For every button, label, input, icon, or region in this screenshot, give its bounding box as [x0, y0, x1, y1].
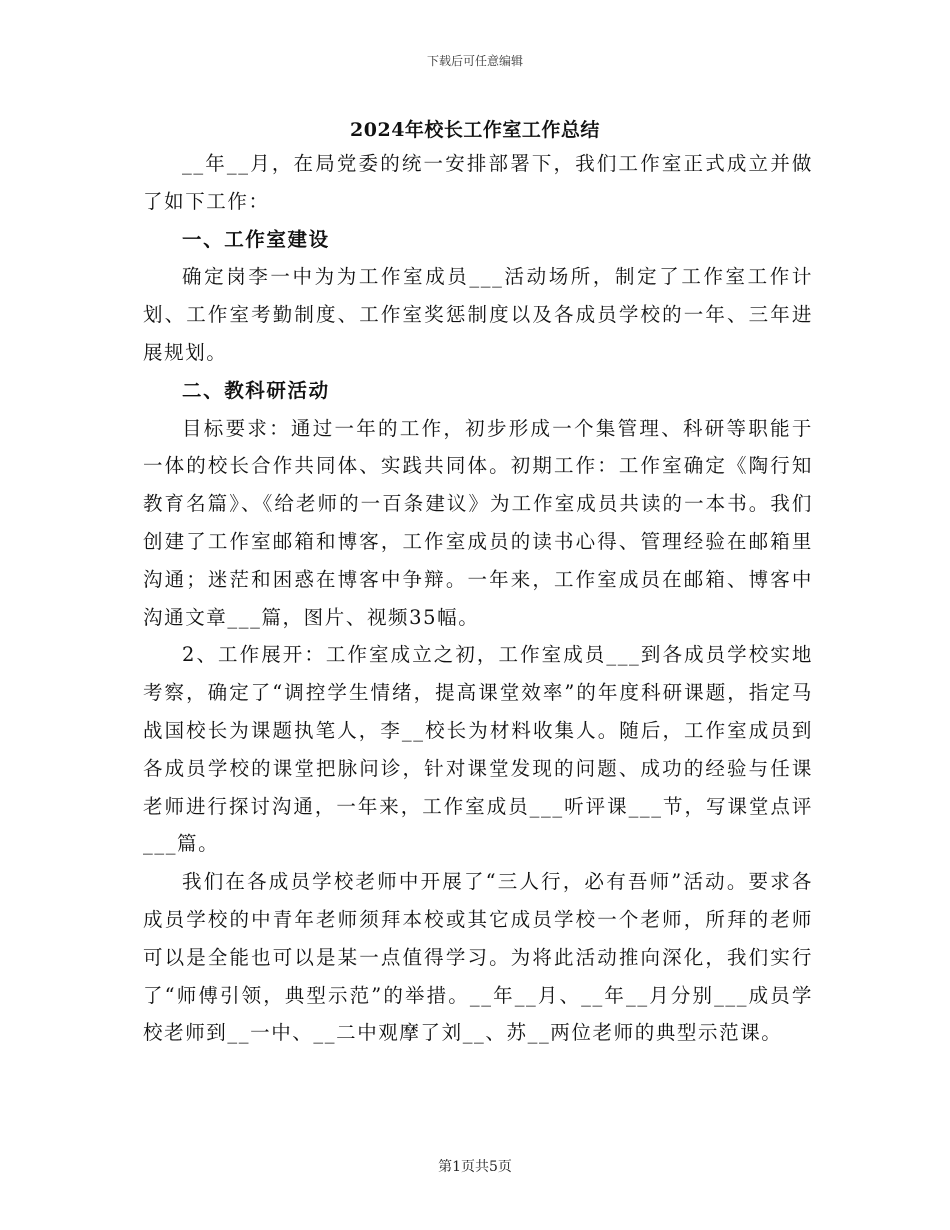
- section2-heading: 二、教科研活动: [182, 378, 330, 402]
- section2-paragraph-3: 我们在各成员学校老师中开展了“三人行，必有吾师”活动。要求各成员学校的中青年老师须拜本校或其它成员学校一个老师，所拜的老师可以是全能也可以是某一点值得学习。为将此活动推向深化，我们实行了“师傅引领，典型示范”的举措。__年__月、__年__月分别___成员学校老师到__一中、__二中观摩了刘__、苏__两位老师的典型示范课。: [143, 870, 813, 1045]
- header-note: 下载后可任意编辑: [426, 54, 523, 68]
- section2-paragraph-1: 目标要求：通过一年的工作，初步形成一个集管理、科研等职能于一体的校长合作共同体、实践共同体。初期工作：工作室确定《陶行知教育名篇》、《给老师的一百条建议》为工作室成员共读的一本书。我们创建了工作室邮箱和博客，工作室成员的读书心得、管理经验在邮箱里沟通；迷茫和困惑在博客中争辩。一年来，工作室成员在邮箱、博客中沟通文章___篇，图片、视频35幅。: [143, 416, 813, 629]
- document-body: [143, 145, 813, 1052]
- document-title: 2024年校长工作室工作总结: [350, 119, 600, 141]
- intro-paragraph: __年__月，在局党委的统一安排部署下，我们工作室正式成立并做了如下工作：: [143, 152, 813, 213]
- section2-paragraph-2: 2、工作展开：工作室成立之初，工作室成员___到各成员学校实地考察，确定了“调控学生情绪，提高课堂效率”的年度科研课题，指定马战国校长为课题执笔人，李__校长为材料收集人。随后，工作室成员到各成员学校的课堂把脉问诊，针对课堂发现的问题、成功的经验与任课老师进行探讨沟通，一年来，工作室成员___听评课___节，写课堂点评___篇。: [143, 643, 813, 856]
- section1-paragraph: 确定岗李一中为为工作室成员___活动场所，制定了工作室工作计划、工作室考勤制度、工作室奖惩制度以及各成员学校的一年、三年进展规划。: [143, 265, 813, 364]
- page-number: 第1页共5页: [438, 1159, 512, 1175]
- section1-heading: 一、工作室建设: [182, 227, 330, 251]
